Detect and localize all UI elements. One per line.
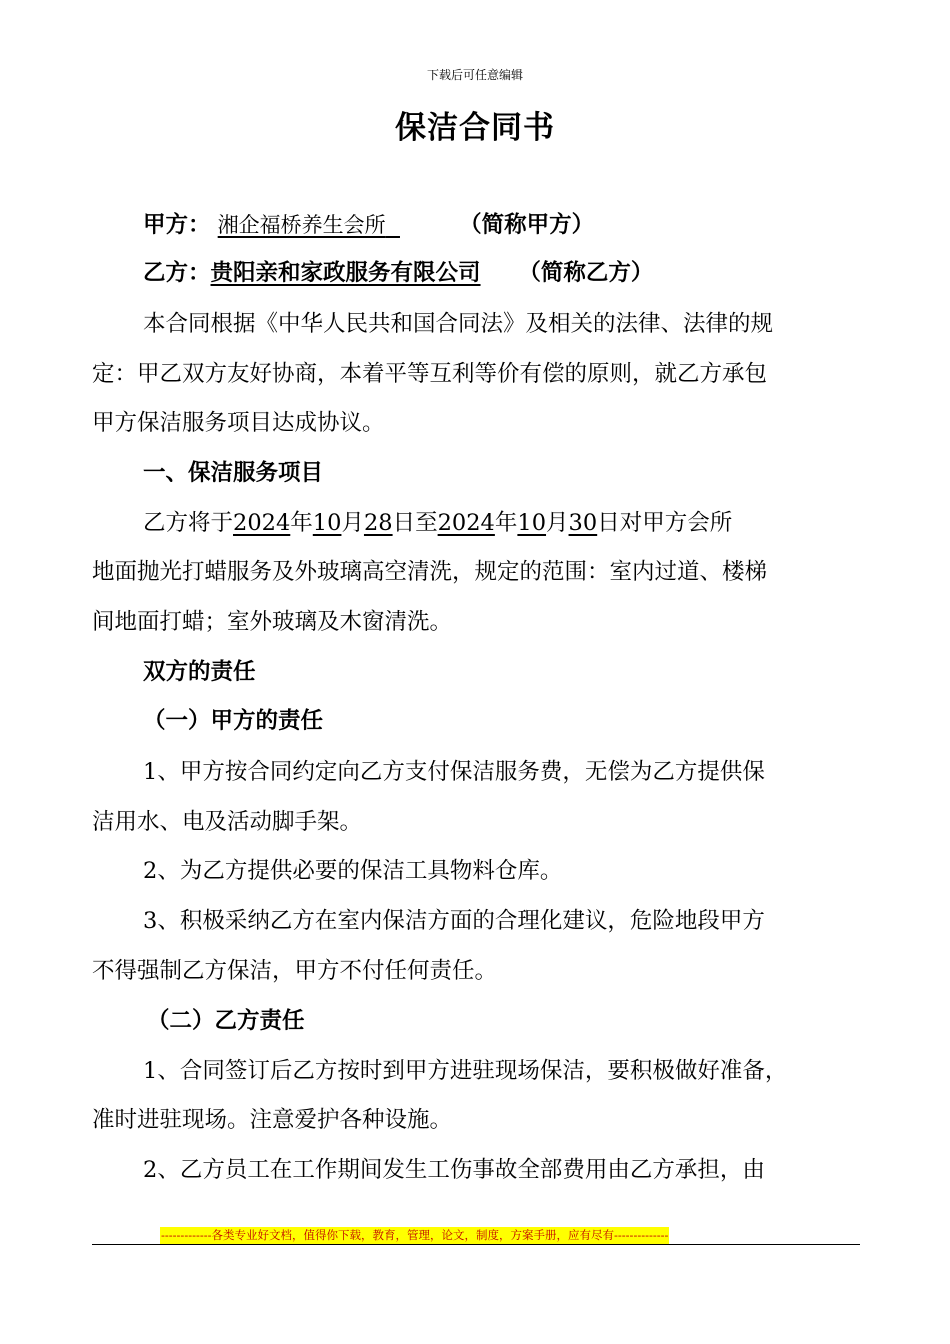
section1-suffix: 日对甲方会所 [597,510,733,536]
month-label-1: 月 [341,510,364,536]
intro-line-2: 定：甲乙双方友好协商，本着平等互利等价有偿的原则，就乙方承包 [92,361,768,387]
section1-heading: 一、保洁服务项目 [143,460,324,486]
party-a-line [143,210,913,240]
party-a-item-3: 3、积极采纳乙方在室内保洁方面的合理化建议，危险地段甲方 [143,908,765,934]
year-label-2: 年 [494,510,518,536]
party-a-item-1-cont: 洁用水、电及活动脚手架。 [92,809,363,835]
party-a-abbr: （简称甲方） [459,212,595,238]
end-month: 10 [517,510,547,536]
section1-line-2: 地面抛光打蜡服务及外玻璃高空清洗，规定的范围：室内过道、楼梯 [92,559,768,585]
intro-line-1: 本合同根据《中华人民共和国合同法》及相关的法律、法律的规 [143,311,774,337]
day-to-label: 日至 [392,510,438,536]
start-month: 10 [312,510,342,536]
party-a-item-2: 2、为乙方提供必要的保洁工具物料仓库。 [143,858,563,884]
month-label-2: 月 [546,510,569,536]
party-b-item-2: 2、乙方员工在工作期间发生工伤事故全部费用由乙方承担，由 [143,1157,765,1183]
section1-prefix: 乙方将于 [143,510,234,536]
party-b-line [143,258,913,288]
document-title: 保洁合同书 [395,110,555,146]
section1-line-3: 间地面打蜡；室外玻璃及木窗清洗。 [92,609,453,635]
party-b-abbr: （简称乙方） [518,260,654,286]
end-year: 2024 [437,510,495,536]
party-a-label: 甲方： [143,212,211,238]
party-a-responsibility-heading: （一）甲方的责任 [143,708,324,734]
party-a-item-3-cont: 不得强制乙方保洁，甲方不付任何责任。 [92,958,498,984]
responsibility-heading: 双方的责任 [143,659,256,685]
year-label-1: 年 [290,510,313,536]
footer-divider [92,1244,860,1245]
section1-line-1 [143,508,913,538]
start-day: 28 [363,510,393,536]
party-a-name: 湘企福桥养生会所 [217,213,386,237]
party-b-item-1: 1、合同签订后乙方按时到甲方进驻现场保洁，要积极做好准备， [143,1058,788,1084]
header-note: 下载后可任意编辑 [426,68,523,82]
end-day: 30 [568,510,598,536]
party-b-item-1-cont: 准时进驻现场。注意爱护各种设施。 [92,1107,453,1133]
start-year: 2024 [233,510,291,536]
intro-line-3: 甲方保洁服务项目达成协议。 [92,410,385,436]
party-b-label: 乙方： [143,260,211,286]
party-b-responsibility-heading: （二）乙方责任 [147,1008,305,1034]
footer-note: -------------各类专业好文档，值得你下载，教育，管理，论文，制度，方案手册，应有尽有-------------- [161,1228,669,1242]
party-b-name: 贵阳亲和家政服务有限公司 [210,260,481,286]
party-a-item-1: 1、甲方按合同约定向乙方支付保洁服务费，无偿为乙方提供保 [143,759,765,785]
